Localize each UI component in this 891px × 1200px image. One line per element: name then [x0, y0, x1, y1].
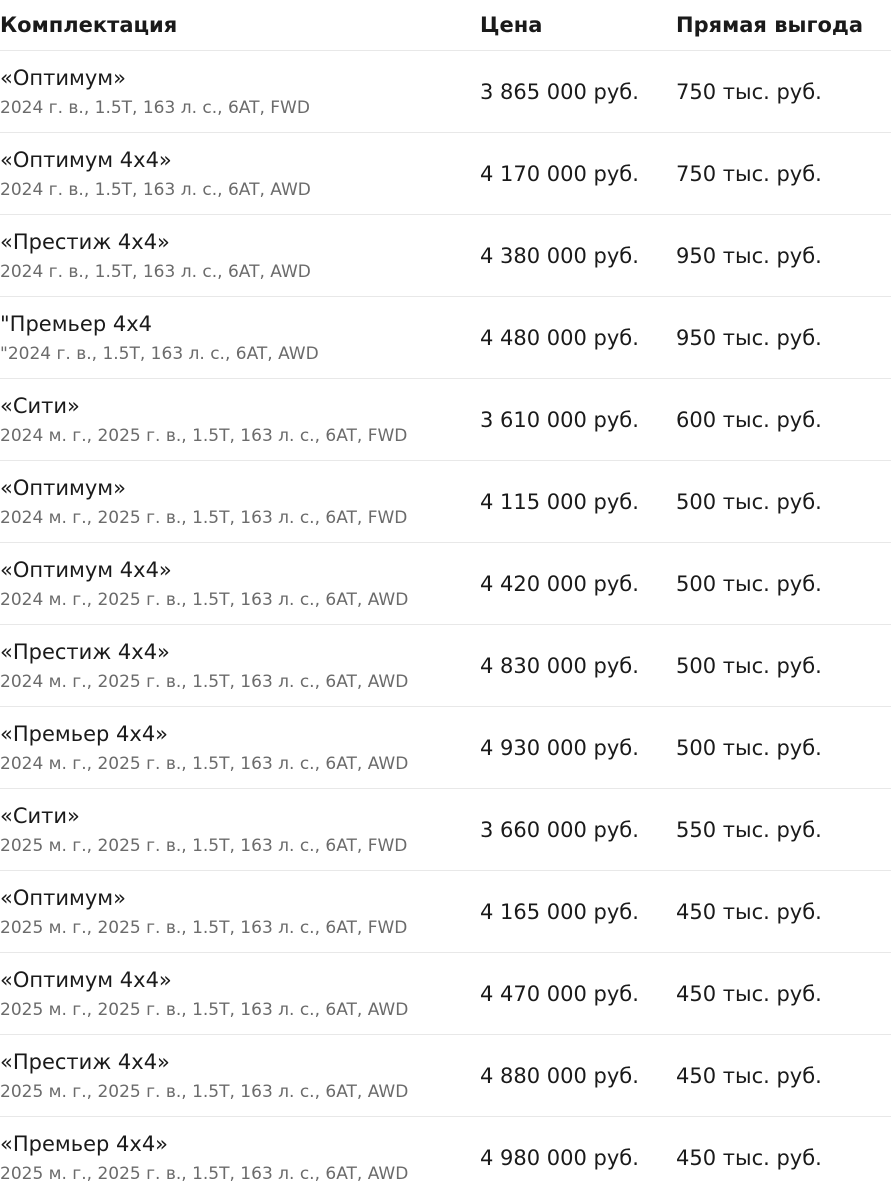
trim-cell [0, 65, 480, 119]
benefit-cell: 550 тыс. руб. [676, 817, 822, 842]
price-cell: 4 980 000 руб. [480, 1146, 639, 1170]
benefit-cell: 950 тыс. руб. [676, 243, 822, 268]
trim-cell [0, 721, 480, 775]
trim-name: «Сити» [0, 393, 80, 418]
trim-name: "Премьер 4x4 [0, 311, 152, 336]
trim-name: «Престиж 4х4» [0, 639, 170, 664]
trim-name: «Премьер 4х4» [0, 1132, 169, 1156]
price-cell: 4 470 000 руб. [480, 981, 639, 1006]
trim-spec: 2024 м. г., 2025 г. в., 1.5T, 163 л. с., 6AT, FWD [0, 507, 408, 528]
trim-cell [0, 639, 480, 693]
table-row [0, 953, 891, 1035]
trim-spec: 2024 м. г., 2025 г. в., 1.5T, 163 л. с., 6AT, FWD [0, 425, 408, 446]
benefit-cell: 500 тыс. руб. [676, 571, 822, 596]
table-row [0, 51, 891, 133]
table-row [0, 379, 891, 461]
benefit-cell: 450 тыс. руб. [676, 981, 822, 1006]
table-row [0, 1117, 891, 1199]
trim-cell [0, 311, 480, 365]
trim-cell [0, 967, 480, 1021]
benefit-cell: 600 тыс. руб. [676, 407, 822, 432]
trim-cell [0, 885, 480, 939]
table-row [0, 871, 891, 953]
trim-name: «Сити» [0, 803, 80, 828]
trim-spec: 2025 м. г., 2025 г. в., 1.5T, 163 л. с., 6AT, AWD [0, 999, 409, 1020]
trim-name: «Оптимум 4х4» [0, 967, 172, 992]
trim-name: «Оптимум 4х4» [0, 557, 172, 582]
trim-name: «Престиж 4х4» [0, 229, 170, 254]
trim-name: «Оптимум» [0, 65, 126, 90]
trim-spec: 2024 г. в., 1.5T, 163 л. с., 6AT, AWD [0, 261, 311, 282]
header-trim: Комплектация [0, 13, 178, 37]
trim-name: «Престиж 4х4» [0, 1049, 170, 1074]
trim-name: «Оптимум» [0, 885, 126, 910]
benefit-cell: 450 тыс. руб. [676, 1146, 822, 1170]
price-cell: 4 830 000 руб. [480, 653, 639, 678]
price-cell: 4 880 000 руб. [480, 1063, 639, 1088]
header-benefit: Прямая выгода [676, 13, 864, 37]
trim-spec: "2024 г. в., 1.5T, 163 л. с., 6AT, AWD [0, 343, 319, 364]
trim-spec: 2025 м. г., 2025 г. в., 1.5T, 163 л. с., 6AT, FWD [0, 917, 408, 938]
price-cell: 3 610 000 руб. [480, 407, 639, 432]
trim-cell [0, 803, 480, 857]
benefit-cell: 750 тыс. руб. [676, 161, 822, 186]
table-row [0, 1035, 891, 1117]
price-cell: 3 865 000 руб. [480, 79, 639, 104]
trim-name: «Премьер 4х4» [0, 721, 169, 746]
price-cell: 3 660 000 руб. [480, 817, 639, 842]
price-cell: 4 480 000 руб. [480, 325, 639, 350]
table-row [0, 789, 891, 871]
table-row [0, 543, 891, 625]
price-cell: 4 420 000 руб. [480, 571, 639, 596]
table-row [0, 215, 891, 297]
trim-spec: 2024 г. в., 1.5T, 163 л. с., 6AT, FWD [0, 97, 310, 118]
benefit-cell: 750 тыс. руб. [676, 79, 822, 104]
price-cell: 4 930 000 руб. [480, 735, 639, 760]
trim-cell [0, 557, 480, 611]
trim-spec: 2025 м. г., 2025 г. в., 1.5T, 163 л. с., 6AT, AWD [0, 1081, 409, 1102]
trim-spec: 2024 м. г., 2025 г. в., 1.5T, 163 л. с., 6AT, AWD [0, 671, 409, 692]
table-row [0, 625, 891, 707]
trim-name: «Оптимум 4х4» [0, 147, 172, 172]
trim-cell [0, 1131, 480, 1185]
trim-spec: 2024 м. г., 2025 г. в., 1.5T, 163 л. с., 6AT, AWD [0, 589, 409, 610]
benefit-cell: 950 тыс. руб. [676, 325, 822, 350]
price-cell: 4 380 000 руб. [480, 243, 639, 268]
price-cell: 4 170 000 руб. [480, 161, 639, 186]
trim-spec: 2024 м. г., 2025 г. в., 1.5T, 163 л. с., 6AT, AWD [0, 753, 409, 774]
price-cell: 4 165 000 руб. [480, 899, 639, 924]
trim-spec: 2025 м. г., 2025 г. в., 1.5T, 163 л. с., 6AT, FWD [0, 835, 408, 856]
benefit-cell: 500 тыс. руб. [676, 653, 822, 678]
benefit-cell: 450 тыс. руб. [676, 1063, 822, 1088]
table-row [0, 297, 891, 379]
trim-name: «Оптимум» [0, 475, 126, 500]
trim-cell [0, 147, 480, 201]
price-cell: 4 115 000 руб. [480, 489, 639, 514]
trim-cell [0, 393, 480, 447]
table-row [0, 461, 891, 543]
benefit-cell: 500 тыс. руб. [676, 735, 822, 760]
benefit-cell: 500 тыс. руб. [676, 489, 822, 514]
trim-spec: 2024 г. в., 1.5T, 163 л. с., 6AT, AWD [0, 179, 311, 200]
table-row [0, 707, 891, 789]
table-row [0, 133, 891, 215]
benefit-cell: 450 тыс. руб. [676, 899, 822, 924]
table-header [0, 0, 891, 51]
header-price: Цена [480, 13, 543, 37]
trim-cell [0, 1049, 480, 1103]
trim-cell [0, 475, 480, 529]
trim-spec: 2025 м. г., 2025 г. в., 1.5T, 163 л. с., 6AT, AWD [0, 1164, 409, 1184]
trim-cell [0, 229, 480, 283]
